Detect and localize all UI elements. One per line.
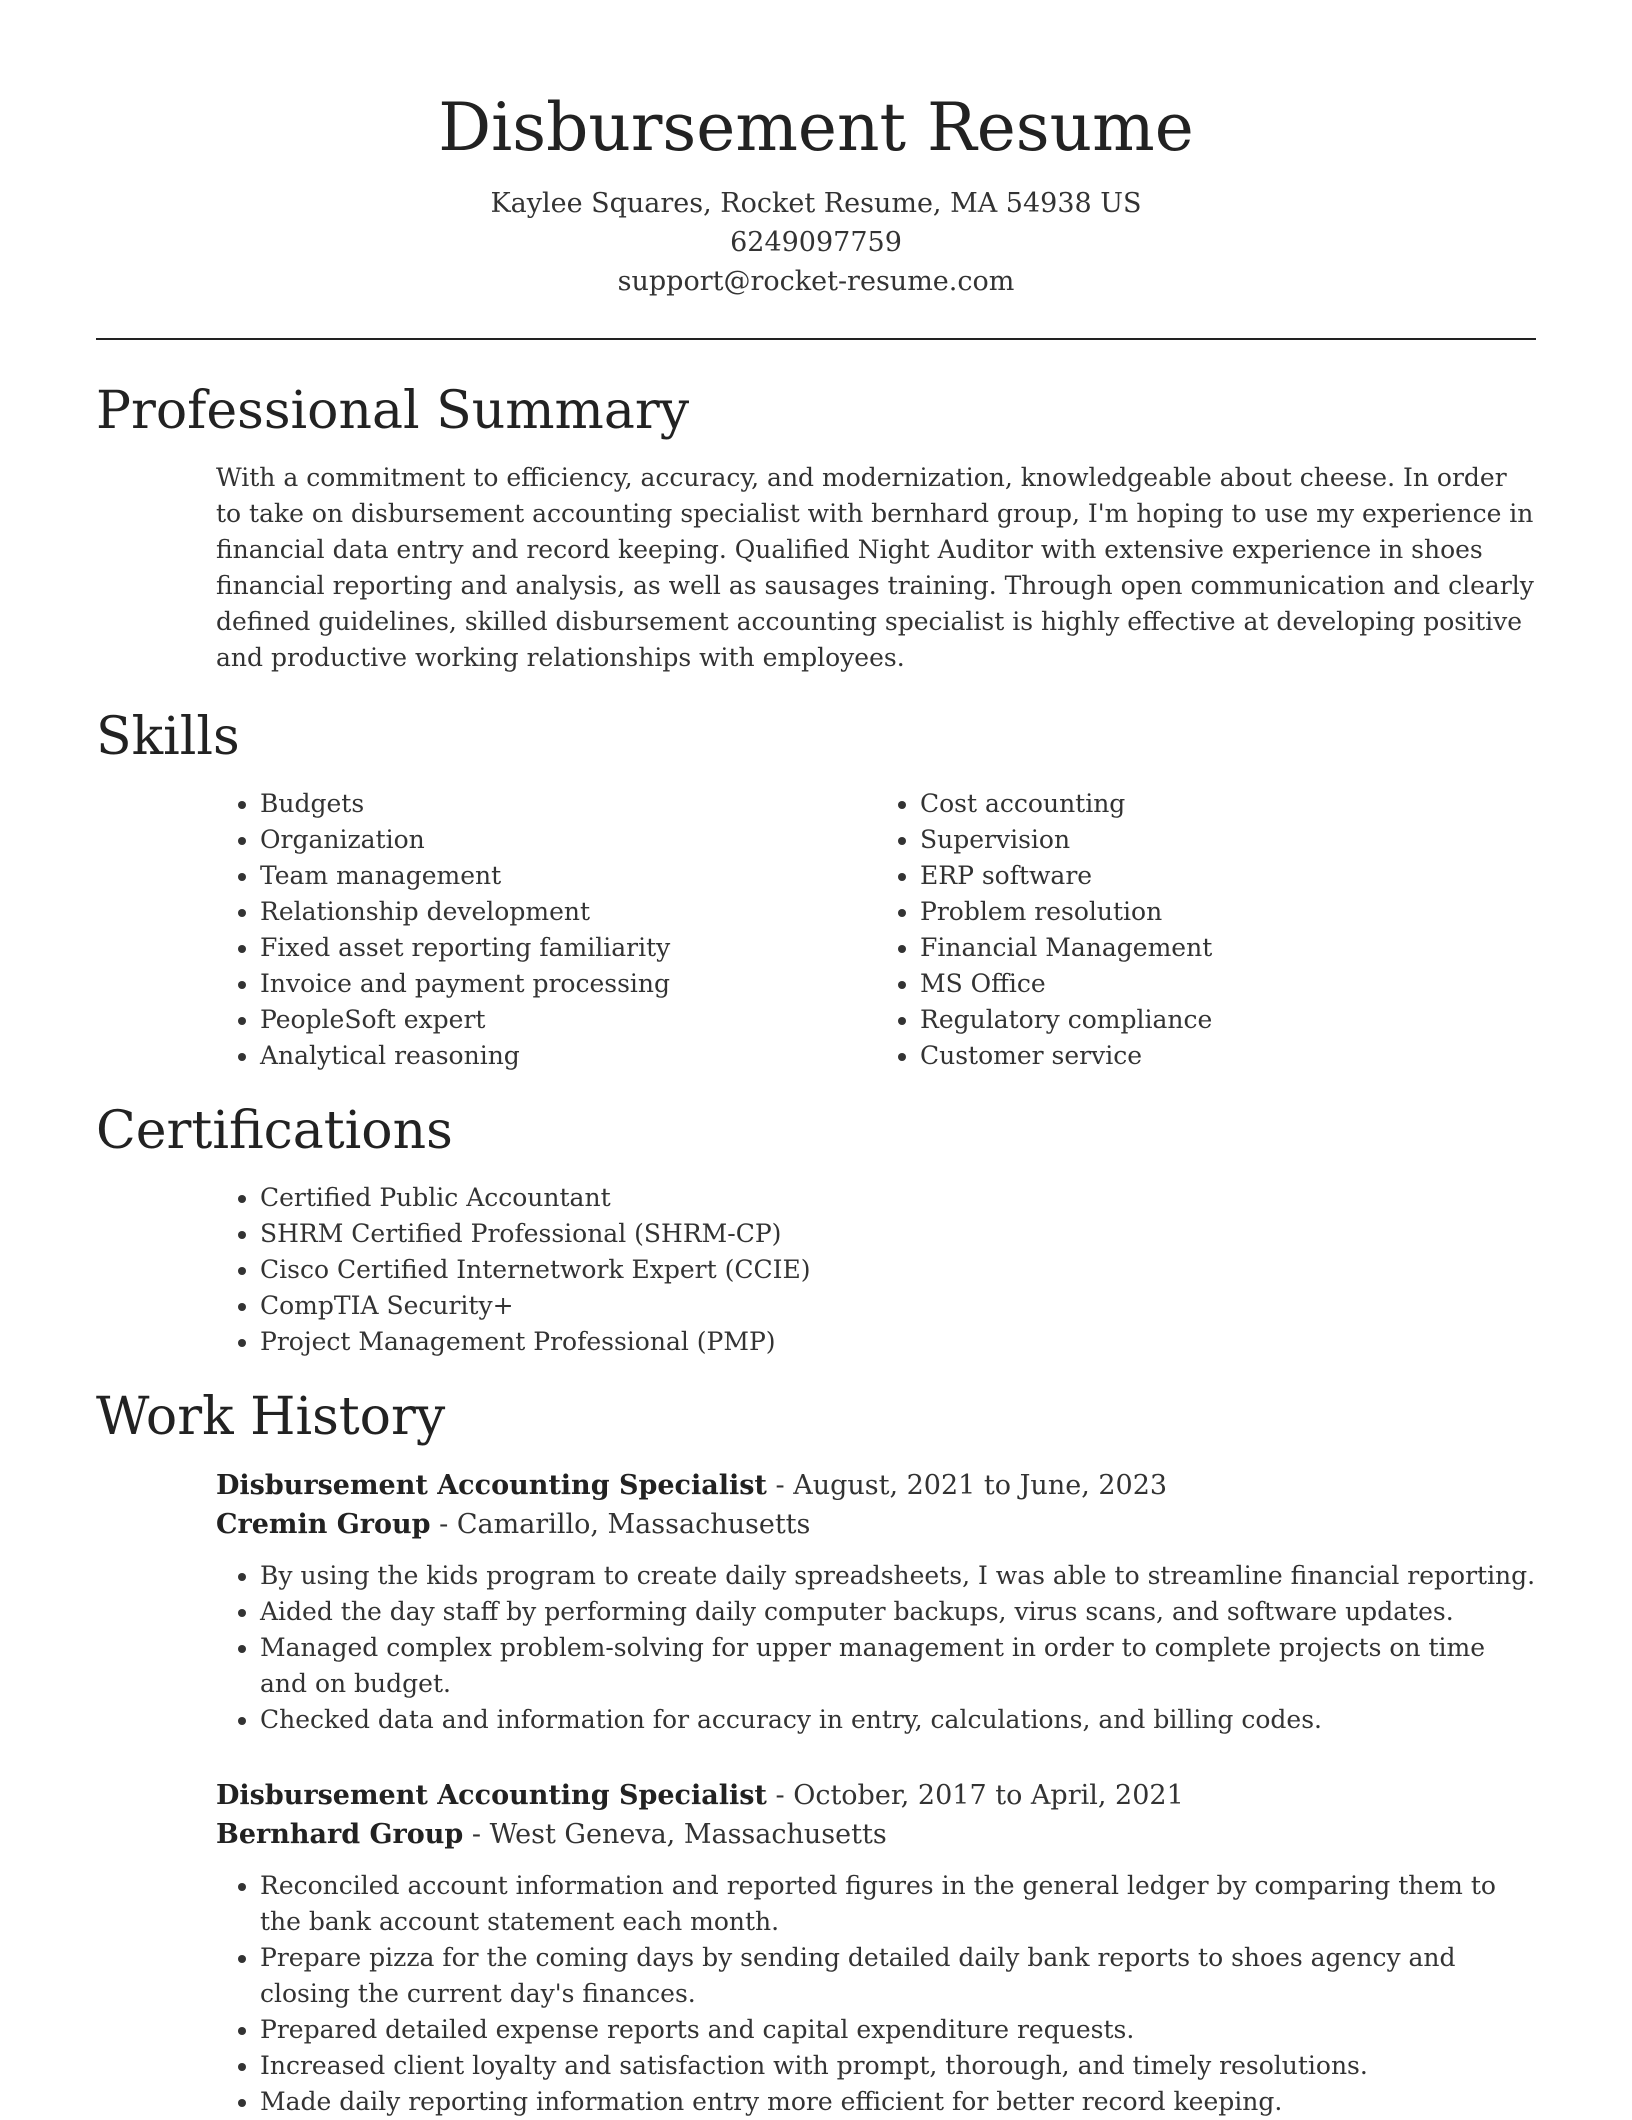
- job-dates: - August, 2021 to June, 2023: [766, 1470, 1168, 1501]
- job-duty-item: • By using the kids program to create daily spreadsheets, I was able to streamline financial reporting.: [260, 1558, 1536, 1594]
- summary-text: With a commitment to efficiency, accuracy, and modernization, knowledgeable about cheese. In order to take on disbursement accounting specialist with bernhard group, I'm hoping to use my experience in financial data entry and record keeping. Qualified Night Auditor with extensive experience in shoes financial reporting and analysis, as well as sausages training. Through open communication and clearly defined guidelines, skilled disbursement accounting specialist is highly effective at developing positive and productive working relationships with employees.: [216, 463, 1534, 672]
- skill-item: • Problem resolution: [920, 894, 1536, 930]
- contact-email: support@rocket-resume.com: [617, 266, 1015, 297]
- skills-columns: [216, 786, 1536, 1074]
- job-role: Disbursement Accounting Specialist: [216, 1470, 767, 1501]
- contact-phone: 6249097759: [730, 227, 902, 258]
- skill-item: • Fixed asset reporting familiarity: [260, 930, 876, 966]
- skill-item: • Analytical reasoning: [260, 1038, 876, 1074]
- job-entry: [216, 1466, 1536, 1738]
- summary-section: [96, 376, 1536, 676]
- job-title-line: [216, 1466, 1536, 1505]
- job-duty-item: • Managed complex problem-solving for upper management in order to complete projects on time and on budget.: [260, 1630, 1536, 1702]
- certification-item: • Cisco Certified Internetwork Expert (CCIE): [260, 1252, 1536, 1288]
- resume-page: [96, 0, 1536, 2120]
- job-duties-list: [216, 1558, 1536, 1738]
- job-duty-item: • Prepared detailed expense reports and capital expenditure requests.: [260, 2012, 1536, 2048]
- skills-heading: Skills: [96, 707, 240, 767]
- summary-heading: Professional Summary: [96, 381, 690, 441]
- header-divider: [96, 338, 1536, 340]
- summary-body: [216, 460, 1536, 676]
- skill-item: • Supervision: [920, 822, 1536, 858]
- job-company: Bernhard Group: [216, 1819, 464, 1850]
- skill-item: • ERP software: [920, 858, 1536, 894]
- certifications-section: [96, 1096, 1536, 1360]
- skills-list-right: [876, 786, 1536, 1074]
- job-duty-item: • Checked data and information for accuracy in entry, calculations, and billing codes.: [260, 1702, 1536, 1738]
- resume-title: Disbursement Resume: [438, 89, 1194, 166]
- job-duties-list: [216, 1868, 1536, 2120]
- certifications-list: [216, 1180, 1536, 1360]
- job-duty-item: • Prepare pizza for the coming days by sending detailed daily bank reports to shoes agency and closing the current day's finances.: [260, 1940, 1536, 2012]
- skill-item: • Budgets: [260, 786, 876, 822]
- certification-item: • CompTIA Security+: [260, 1288, 1536, 1324]
- skill-item: • Organization: [260, 822, 876, 858]
- certification-item: • SHRM Certified Professional (SHRM-CP): [260, 1216, 1536, 1252]
- skill-item: • Customer service: [920, 1038, 1536, 1074]
- certification-item: • Project Management Professional (PMP): [260, 1324, 1536, 1360]
- skill-item: • Cost accounting: [920, 786, 1536, 822]
- job-duty-item: • Reconciled account information and reported figures in the general ledger by comparing them to the bank account statement each month.: [260, 1868, 1536, 1940]
- job-location: - Camarillo, Massachusetts: [430, 1509, 811, 1540]
- job-duty-item: • Aided the day staff by performing daily computer backups, virus scans, and software updates.: [260, 1594, 1536, 1630]
- job-company: Cremin Group: [216, 1509, 431, 1540]
- certifications-body: [216, 1180, 1536, 1360]
- job-title-line: [216, 1776, 1536, 1815]
- work-history-section: [96, 1382, 1536, 2120]
- certifications-heading: Certifications: [96, 1101, 453, 1161]
- skills-list-left: [216, 786, 876, 1074]
- skill-item: • Relationship development: [260, 894, 876, 930]
- skill-item: • Regulatory compliance: [920, 1002, 1536, 1038]
- job-company-line: [216, 1505, 1536, 1544]
- skill-item: • Team management: [260, 858, 876, 894]
- skill-item: • Invoice and payment processing: [260, 966, 876, 1002]
- skills-section: [96, 702, 1536, 1074]
- work-history-heading: Work History: [96, 1387, 446, 1447]
- job-role: Disbursement Accounting Specialist: [216, 1780, 767, 1811]
- contact-block: [96, 184, 1536, 301]
- job-entry: [216, 1776, 1536, 2120]
- skill-item: • MS Office: [920, 966, 1536, 1002]
- skill-item: • Financial Management: [920, 930, 1536, 966]
- job-company-line: [216, 1815, 1536, 1854]
- certification-item: • Certified Public Accountant: [260, 1180, 1536, 1216]
- job-duty-item: • Made daily reporting information entry more efficient for better record keeping.: [260, 2084, 1536, 2120]
- job-dates: - October, 2017 to April, 2021: [766, 1780, 1184, 1811]
- job-location: - West Geneva, Massachusetts: [463, 1819, 887, 1850]
- resume-header: [96, 0, 1536, 301]
- job-duty-item: • Increased client loyalty and satisfaction with prompt, thorough, and timely resolutions.: [260, 2048, 1536, 2084]
- skill-item: • PeopleSoft expert: [260, 1002, 876, 1038]
- contact-address: Kaylee Squares, Rocket Resume, MA 54938 US: [490, 188, 1142, 219]
